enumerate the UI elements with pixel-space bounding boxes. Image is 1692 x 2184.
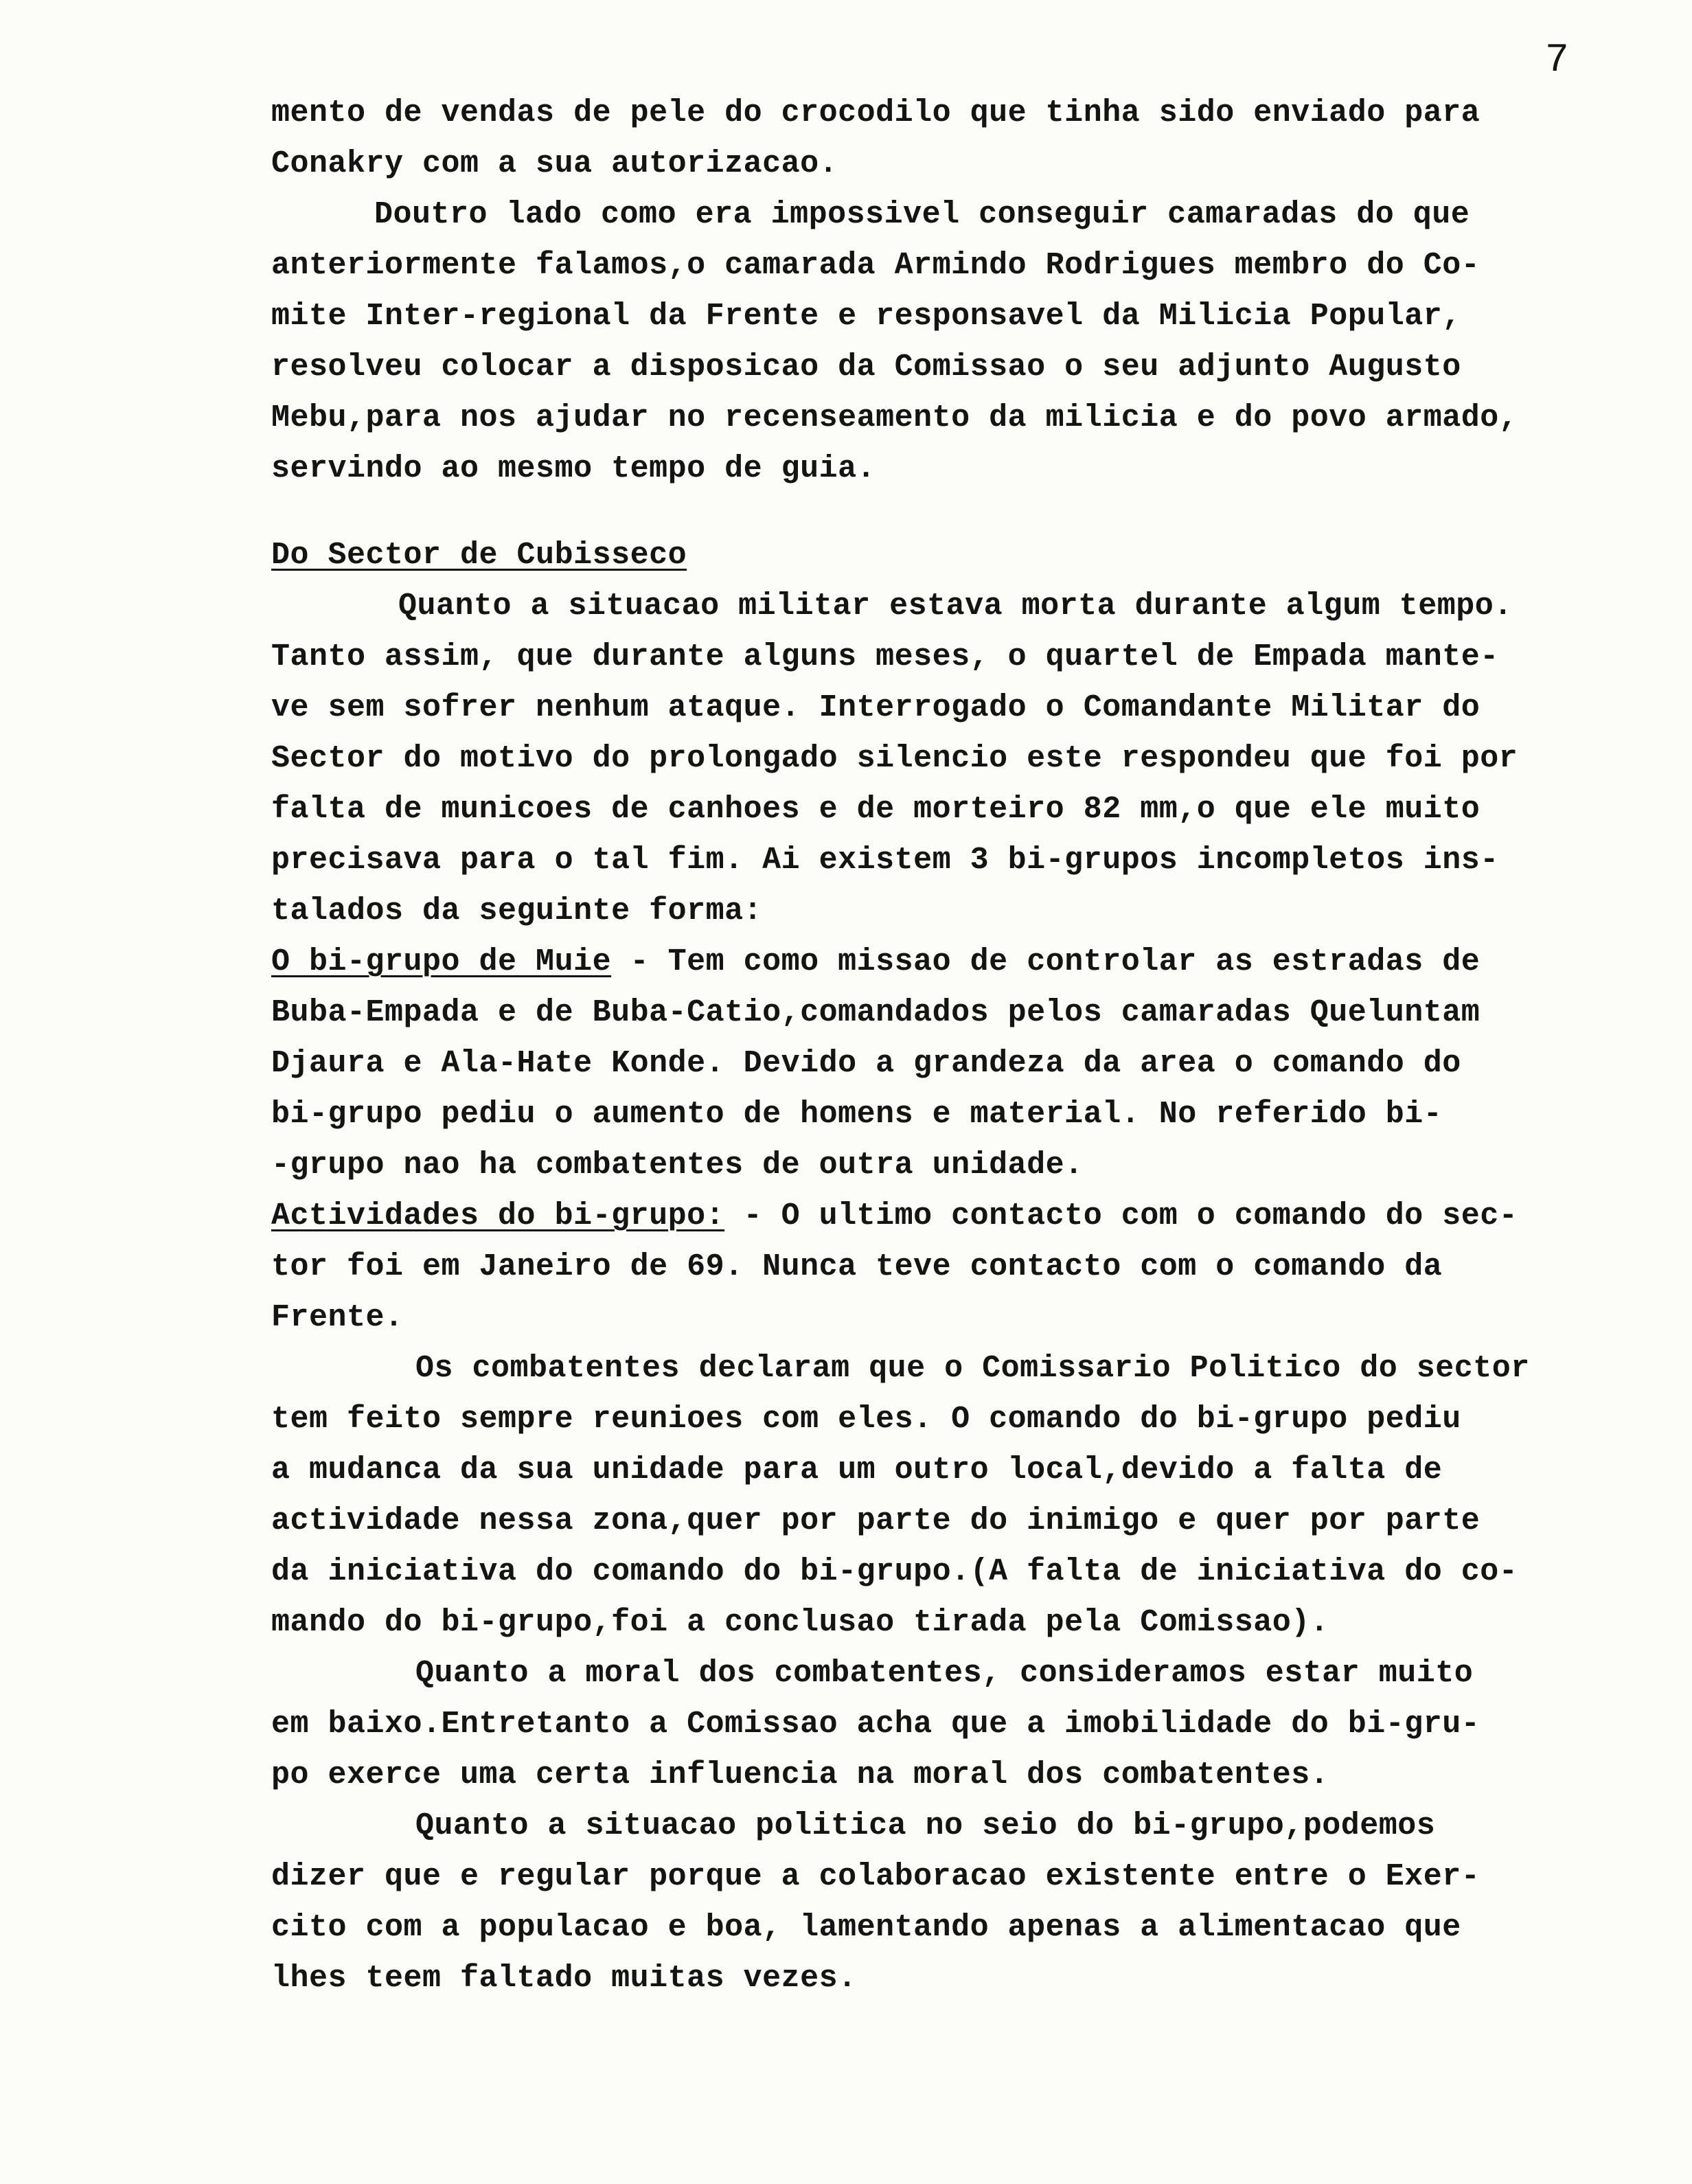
text-line: servindo ao mesmo tempo de guia.: [271, 451, 876, 486]
text-line: Conakry com a sua autorizacao.: [271, 146, 838, 181]
text-line: Doutro lado como era impossivel conseguir camaradas do que: [374, 197, 1470, 232]
text-line: em baixo.Entretanto a Comissao acha que a imobilidade do bi-gru-: [271, 1707, 1480, 1742]
text-line: anteriormente falamos,o camarada Armindo Rodrigues membro do Co-: [271, 248, 1480, 283]
text-fragment: - O ultimo contacto com o comando do sec-: [724, 1198, 1518, 1233]
document-body: [271, 88, 1665, 2004]
text-line: Tanto assim, que durante alguns meses, o quartel de Empada mante-: [271, 639, 1499, 674]
text-line: Mebu,para nos ajudar no recenseamento da milicia e do povo armado,: [271, 400, 1518, 435]
page-number: 7: [1545, 38, 1569, 83]
text-line: tor foi em Janeiro de 69. Nunca teve contacto com o comando da: [271, 1249, 1443, 1284]
subheading-bi-grupo-muie: O bi-grupo de Muie: [271, 944, 612, 979]
text-line: Buba-Empada e de Buba-Catio,comandados pelos camaradas Queluntam: [271, 995, 1480, 1030]
text-line: lhes teem faltado muitas vezes.: [271, 1961, 857, 1996]
text-line: tem feito sempre reunioes com eles. O comando do bi-grupo pediu: [271, 1402, 1461, 1437]
text-line: Sector do motivo do prolongado silencio este respondeu que foi por: [271, 741, 1518, 776]
text-line: Quanto a situacao politica no seio do bi-grupo,podemos: [415, 1808, 1436, 1843]
paragraph-gap: [271, 494, 1665, 530]
section-heading: Do Sector de Cubisseco: [271, 538, 687, 573]
section-heading-line: [271, 530, 1665, 581]
text-line: talados da seguinte forma:: [271, 894, 763, 929]
text-line: da iniciativa do comando do bi-grupo.(A falta de iniciativa do co-: [271, 1554, 1518, 1589]
text-fragment: - Tem como missao de controlar as estradas de: [611, 944, 1480, 979]
text-line: [271, 1191, 1665, 1242]
text-line: a mudanca da sua unidade para um outro local,devido a falta de: [271, 1453, 1443, 1488]
text-line: Quanto a moral dos combatentes, consideramos estar muito: [415, 1656, 1474, 1691]
text-line: cito com a populacao e boa, lamentando apenas a alimentacao que: [271, 1910, 1461, 1945]
text-line: Quanto a situacao militar estava morta durante algum tempo.: [398, 589, 1513, 624]
text-line: po exerce uma certa influencia na moral dos combatentes.: [271, 1758, 1329, 1793]
text-line: falta de municoes de canhoes e de morteiro 82 mm,o que ele muito: [271, 792, 1480, 827]
text-line: Os combatentes declaram que o Comissario Politico do sector: [415, 1351, 1530, 1386]
text-line: mite Inter-regional da Frente e responsavel da Milicia Popular,: [271, 299, 1461, 334]
subheading-actividades: Actividades do bi-grupo:: [271, 1198, 725, 1233]
text-line: Djaura e Ala-Hate Konde. Devido a grandeza da area o comando do: [271, 1046, 1461, 1081]
text-line: [271, 937, 1665, 988]
text-line: Frente.: [271, 1300, 404, 1335]
text-line: -grupo nao ha combatentes de outra unidade.: [271, 1148, 1084, 1183]
text-line: bi-grupo pediu o aumento de homens e material. No referido bi-: [271, 1097, 1443, 1132]
text-line: ve sem sofrer nenhum ataque. Interrogado o Comandante Militar do: [271, 690, 1480, 725]
text-line: mento de vendas de pele do crocodilo que tinha sido enviado para: [271, 95, 1480, 130]
text-line: precisava para o tal fim. Ai existem 3 bi-grupos incompletos ins-: [271, 843, 1499, 878]
text-line: actividade nessa zona,quer por parte do inimigo e quer por parte: [271, 1503, 1480, 1538]
text-line: mando do bi-grupo,foi a conclusao tirada pela Comissao).: [271, 1605, 1329, 1640]
text-line: resolveu colocar a disposicao da Comissao o seu adjunto Augusto: [271, 350, 1461, 385]
text-line: dizer que e regular porque a colaboracao existente entre o Exer-: [271, 1859, 1480, 1894]
